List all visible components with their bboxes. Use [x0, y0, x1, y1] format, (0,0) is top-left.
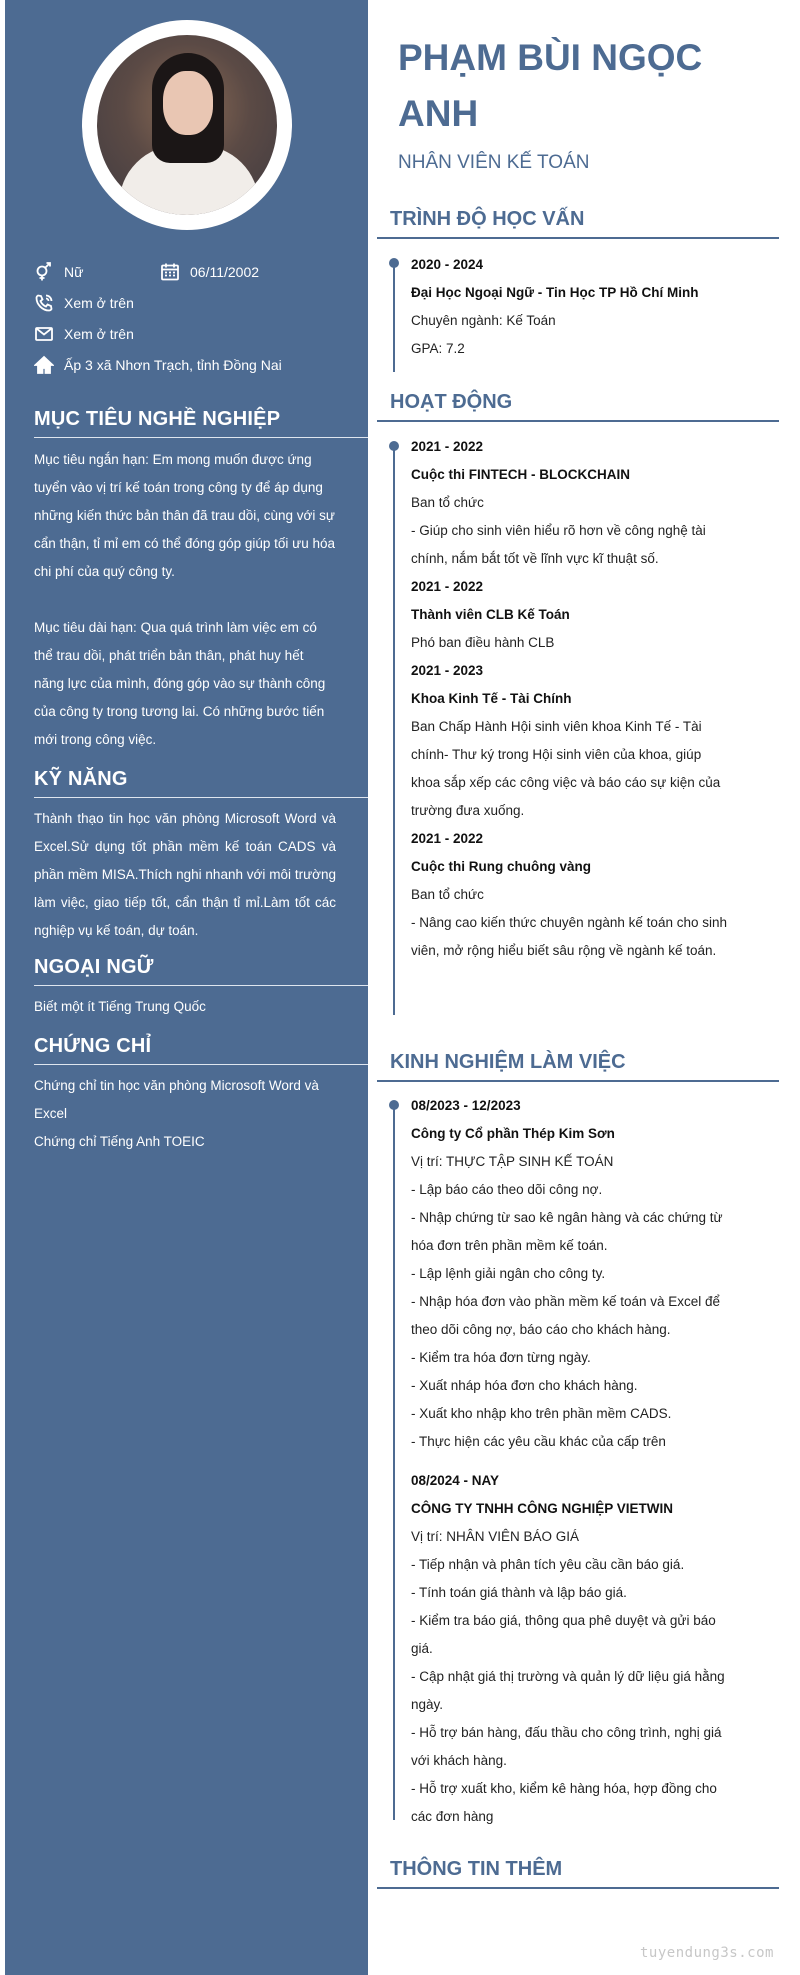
- activity-period: 2021 - 2022: [411, 439, 484, 454]
- activity-period: 2021 - 2023: [411, 663, 484, 678]
- avatar-frame: [82, 20, 292, 230]
- activity-title: Cuộc thi Rung chuông vàng: [411, 859, 591, 874]
- activity-title: Khoa Kinh Tế - Tài Chính: [411, 691, 572, 706]
- languages-heading: NGOẠI NGỮ: [34, 956, 154, 978]
- certificates-heading: CHỨNG CHỈ: [34, 1035, 152, 1057]
- job-task: - Nhập hóa đơn vào phần mềm kế toán và Excel để theo dõi công nợ, báo cáo cho khách hàng.: [411, 1294, 721, 1337]
- job-position: Vị trí: NHÂN VIÊN BÁO GIÁ: [411, 1529, 580, 1544]
- activities-list: [411, 433, 731, 965]
- education-timeline: [393, 262, 395, 372]
- job-task: - Xuất kho nhập kho trên phần mềm CADS.: [411, 1406, 672, 1421]
- activity-desc: - Giúp cho sinh viên hiểu rõ hơn về công nghệ tài chính, nắm bắt tốt về lĩnh vực kĩ thuật số.: [411, 523, 706, 566]
- objective-heading: MỤC TIÊU NGHỀ NGHIỆP: [34, 408, 281, 430]
- timeline-dot: [389, 1100, 399, 1110]
- certificate-item: Chứng chỉ Tiếng Anh TOEIC: [34, 1134, 205, 1149]
- job-task: - Hỗ trợ xuất kho, kiểm kê hàng hóa, hợp đồng cho các đơn hàng: [411, 1781, 717, 1824]
- job-position: Vị trí: THỰC TẬP SINH KẾ TOÁN: [411, 1154, 614, 1169]
- activity-role: Ban tổ chức: [411, 495, 484, 510]
- job-task: - Nhập chứng từ sao kê ngân hàng và các chứng từ hóa đơn trên phần mềm kế toán.: [411, 1210, 723, 1253]
- activity-role: Ban tổ chức: [411, 887, 484, 902]
- phone-text: Xem ở trên: [64, 295, 134, 311]
- objective-divider: [34, 437, 368, 438]
- gender-row: [34, 262, 83, 282]
- phone-icon: [34, 293, 54, 313]
- extra-info-divider: [377, 1887, 779, 1889]
- birthdate-text: 06/11/2002: [190, 264, 260, 280]
- certificate-item: Chứng chỉ tin học văn phòng Microsoft Word và Excel: [34, 1078, 319, 1121]
- experience-divider: [377, 1080, 779, 1082]
- education-divider: [377, 237, 779, 239]
- job-task: - Tính toán giá thành và lập báo giá.: [411, 1585, 627, 1600]
- job-task: - Lập lệnh giải ngân cho công ty.: [411, 1266, 606, 1281]
- education-period: 2020 - 2024: [411, 257, 484, 272]
- address-row: [34, 355, 282, 375]
- experience-heading: KINH NGHIỆM LÀM VIỆC: [390, 1051, 626, 1073]
- activities-timeline: [393, 445, 395, 1015]
- skills-divider: [34, 797, 368, 798]
- job-task: - Cập nhật giá thị trường và quản lý dữ liệu giá hằng ngày.: [411, 1669, 725, 1712]
- phone-row: [34, 293, 134, 313]
- gender-icon: [34, 262, 54, 282]
- extra-info-heading: THÔNG TIN THÊM: [390, 1858, 563, 1880]
- activities-divider: [377, 420, 779, 422]
- job-task: - Kiểm tra báo giá, thông qua phê duyệt và gửi báo giá.: [411, 1613, 716, 1656]
- experience-timeline: [393, 1105, 395, 1820]
- job-period: 08/2024 - NAY: [411, 1473, 500, 1488]
- education-entry: [411, 251, 731, 363]
- job-period: 08/2023 - 12/2023: [411, 1098, 521, 1113]
- education-gpa: GPA: 7.2: [411, 341, 465, 356]
- job-task: - Xuất nháp hóa đơn cho khách hàng.: [411, 1378, 638, 1393]
- job-task: - Tiếp nhận và phân tích yêu cầu cần báo giá.: [411, 1557, 685, 1572]
- candidate-name: PHẠM BÙI NGỌC ANH: [398, 37, 703, 134]
- candidate-role: NHÂN VIÊN KẾ TOÁN: [398, 152, 590, 173]
- job-task: - Thực hiện các yêu cầu khác của cấp trên: [411, 1434, 666, 1449]
- home-icon: [34, 355, 54, 375]
- job-task: - Lập báo cáo theo dõi công nợ.: [411, 1182, 603, 1197]
- avatar: [97, 35, 277, 215]
- timeline-dot: [389, 441, 399, 451]
- watermark: tuyendung3s.com: [640, 1945, 774, 1961]
- languages-divider: [34, 985, 368, 986]
- email-text: Xem ở trên: [64, 326, 134, 342]
- activity-desc: - Nâng cao kiến thức chuyên ngành kế toán cho sinh viên, mở rộng hiểu biết sâu rộng về ngành kế toán.: [411, 915, 727, 958]
- job-company: CÔNG TY TNHH CÔNG NGHIỆP VIETWIN: [411, 1501, 674, 1516]
- activity-period: 2021 - 2022: [411, 579, 484, 594]
- activity-title: Thành viên CLB Kế Toán: [411, 607, 570, 622]
- job-task: - Kiểm tra hóa đơn từng ngày.: [411, 1350, 591, 1365]
- education-school: Đại Học Ngoại Ngữ - Tin Học TP Hồ Chí Minh: [411, 285, 699, 300]
- job-company: Công ty Cổ phần Thép Kim Sơn: [411, 1126, 615, 1141]
- job-entry: [411, 1467, 731, 1831]
- calendar-icon: [160, 262, 180, 282]
- objective-long-term: Mục tiêu dài hạn: Qua quá trình làm việc em có thể trau dồi, phát triển bản thân, phát huy hết năng lực của mình, đóng góp vào sự thành công của công ty trong tương lai. Có những bước tiến mới trong công việc.: [34, 620, 326, 747]
- activity-desc: Ban Chấp Hành Hội sinh viên khoa Kinh Tế - Tài chính- Thư ký trong Hội sinh viên của khoa, giúp khoa sắp xếp các công việc và báo cáo sự kiện của trường đưa xuống.: [411, 719, 721, 818]
- birthdate-row: [160, 262, 259, 282]
- skills-heading: KỸ NĂNG: [34, 768, 128, 790]
- objective-short-term: Mục tiêu ngắn hạn: Em mong muốn được ứng tuyển vào vị trí kế toán trong công ty để áp dụng những kiến thức bản thân đã trau dồi, cùng với sự cẩn thận, tỉ mỉ em có thể đóng góp giúp tối ưu hóa chi phí của quý công ty.: [34, 452, 335, 579]
- job-task: - Hỗ trợ bán hàng, đấu thầu cho công trình, nghị giá với khách hàng.: [411, 1725, 722, 1768]
- languages-text: Biết một ít Tiếng Trung Quốc: [34, 999, 206, 1014]
- certificates-divider: [34, 1064, 368, 1065]
- timeline-dot: [389, 258, 399, 268]
- activities-heading: HOẠT ĐỘNG: [390, 391, 513, 413]
- email-icon: [34, 324, 54, 344]
- gender-text: Nữ: [64, 264, 84, 280]
- email-row: [34, 324, 134, 344]
- activity-role: Phó ban điều hành CLB: [411, 635, 555, 650]
- education-heading: TRÌNH ĐỘ HỌC VẤN: [390, 208, 585, 230]
- activity-period: 2021 - 2022: [411, 831, 484, 846]
- education-major: Chuyên ngành: Kế Toán: [411, 313, 556, 328]
- activity-title: Cuộc thi FINTECH - BLOCKCHAIN: [411, 467, 630, 482]
- address-text: Ấp 3 xã Nhơn Trạch, tỉnh Đồng Nai: [64, 357, 282, 373]
- skills-text: Thành thạo tin học văn phòng Microsoft Word và Excel.Sử dụng tốt phần mềm kế toán CADS và phần mềm MISA.Thích nghi nhanh với môi trường làm việc, giao tiếp tốt, cẩn thận tỉ mỉ.Làm tốt các nghiệp vụ kế toán, dự toán.: [34, 811, 336, 938]
- job-entry: [411, 1092, 731, 1456]
